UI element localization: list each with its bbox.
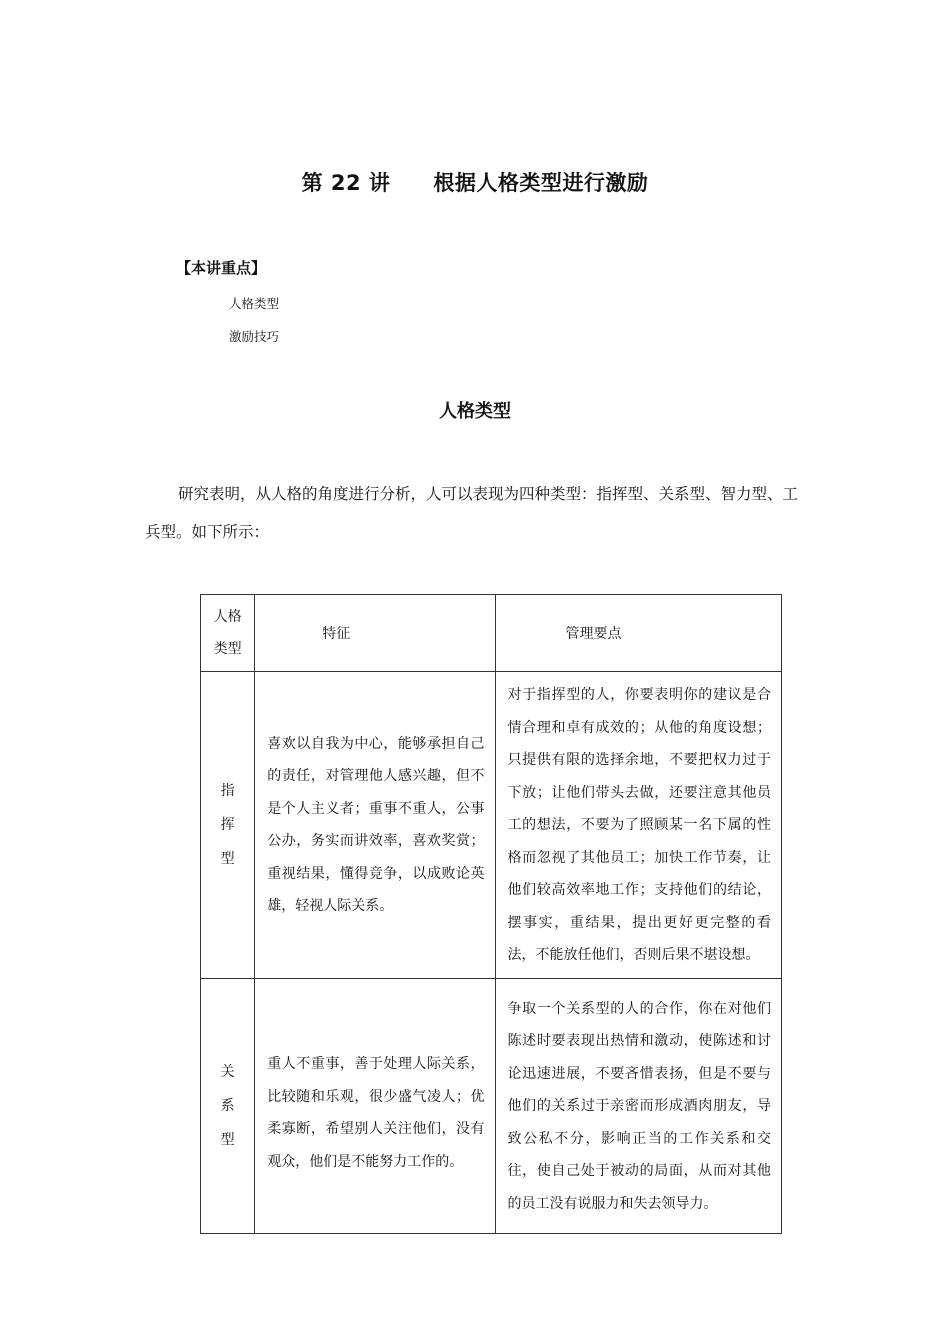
management-cell: 对于指挥型的人，你要表明你的建议是合情合理和卓有成效的；从他的角度设想；只提供有限的选择余地，不要把权力过于下放；让他们带头去做，还要注意其他员工的想法，不要为了照顾某一名下属的性格而忽视了其他员工；加快工作节奏，让他们较高效率地工作；支持他们的结论，摆事实，重结果，提出更好更完整的看法，不能放任他们，否则后果不堪设想。 <box>495 672 782 979</box>
table-row <box>201 979 782 1234</box>
type-cell <box>201 979 255 1234</box>
traits-cell: 重人不重事，善于处理人际关系，比较随和乐观，很少盛气凌人；优柔寡断，希望别人关注他们，没有观众，他们是不能努力工作的。 <box>255 979 495 1234</box>
type-label: 指 挥 型 <box>220 783 235 867</box>
table-header-row <box>201 595 782 672</box>
type-cell <box>201 672 255 979</box>
table-row <box>201 672 782 979</box>
intro-paragraph: 研究表明，从人格的角度进行分析，人可以表现为四种类型：指挥型、关系型、智力型、工兵型。如下所示： <box>145 485 799 541</box>
focus-item: 激励技巧 <box>229 329 280 344</box>
focus-heading: 【本讲重点】 <box>176 259 267 277</box>
lecture-title: 第 22 讲 根据人格类型进行激励 <box>301 171 649 195</box>
personality-table <box>200 594 782 1234</box>
type-label: 关 系 型 <box>220 1064 235 1148</box>
management-cell: 争取一个关系型的人的合作，你在对他们陈述时要表现出热情和激动，使陈述和讨论迅速进展，不要吝惜表扬，但是不要与他们的关系过于亲密而形成酒肉朋友，导致公私不分，影响正当的工作关系和交往，使自己处于被动的局面，从而对其他的员工没有说服力和失去领导力。 <box>495 979 782 1234</box>
focus-item: 人格类型 <box>229 296 280 311</box>
header-management: 管理要点 <box>495 595 782 672</box>
header-personality-type: 人格类型 <box>201 595 255 672</box>
header-traits: 特征 <box>255 595 495 672</box>
traits-cell: 喜欢以自我为中心，能够承担自己的责任，对管理他人感兴趣，但不是个人主义者；重事不重人，公事公办，务实而讲效率，喜欢奖赏；重视结果，懂得竞争，以成败论英雄，轻视人际关系。 <box>255 672 495 979</box>
section-title: 人格类型 <box>439 401 511 422</box>
